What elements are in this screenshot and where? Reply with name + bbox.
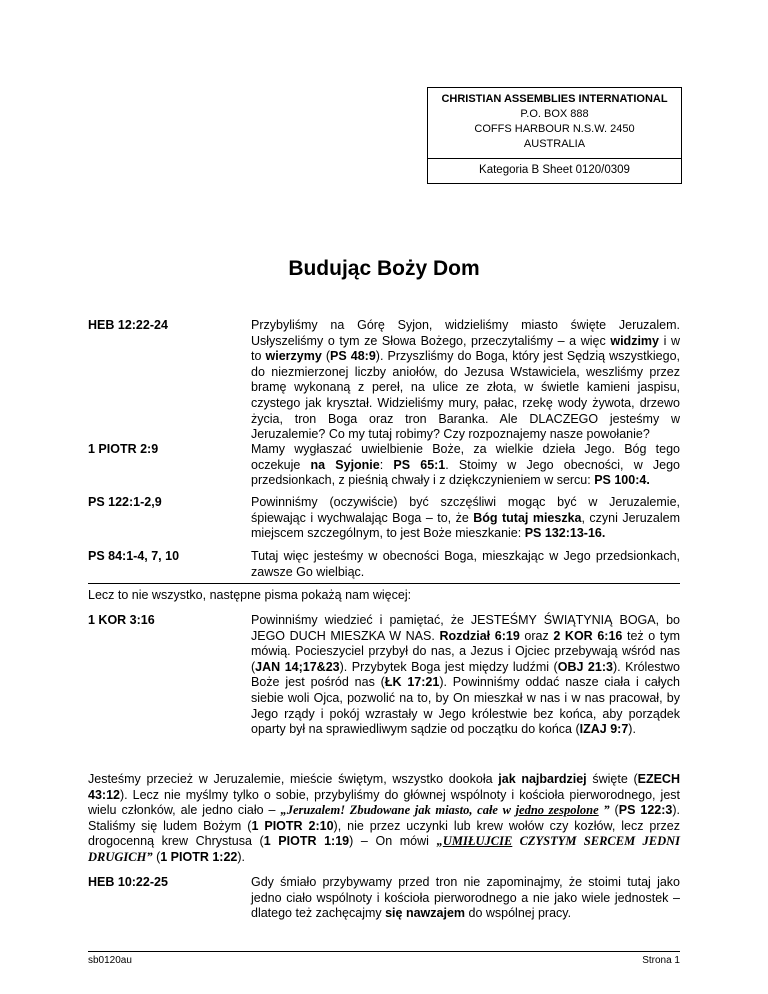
scripture-ref: PS 122:1-2,9 bbox=[88, 495, 162, 509]
paragraph-1-piotr: Mamy wygłaszać uwielbienie Boże, za wielkie dzieła Jego. Bóg tego oczekuje na Syjonie: PS 65:1. Stoimy w Jego obecności, w Jego przedsionkach, z pieśnią chwały i z dziękczynieniem w sercu: PS 100:4. bbox=[251, 442, 680, 488]
scripture-ref: 1 KOR 3:16 bbox=[88, 613, 155, 627]
po-box: P.O. BOX 888 bbox=[520, 108, 589, 120]
footer-code: sb0120au bbox=[88, 955, 132, 966]
city: COFFS HARBOUR N.S.W. 2450 bbox=[474, 123, 635, 135]
country: AUSTRALIA bbox=[523, 138, 586, 150]
paragraph-1-kor: Powinniśmy wiedzieć i pamiętać, że JESTEŚMY ŚWIĄTYNIĄ BOGA, bo JEGO DUCH MIESZKA W NAS. Rozdział 6:19 oraz 2 KOR 6:16 też o tym mówią. Pocieszyciel przybył do nas, a Jezus i Ojciec przebywają wśród nas (JAN 14;17&23). Przybytek Boga jest między ludźmi (OBJ 21:3). Królestwo Boże jest pośród nas (ŁK 17:21). Powinniśmy oddać nasze ciała i całych siebie woli Ojca, pozwolić na to, by On mieszkał w nas i w nas pracował, by Jego rządy i pokój wzrastały w Jego królestwie bez końca, aby porządek oparty był na sprawiedliwym sądzie od początku do końca (IZAJ 9:7). bbox=[251, 613, 681, 737]
page-number: Strona 1 bbox=[642, 955, 680, 966]
paragraph-heb-12: Przybyliśmy na Górę Syjon, widzieliśmy miasto święte Jeruzalem. Usłyszeliśmy o tym ze Słowa Bożego, przeczytaliśmy – a więc widzimy i w to wierzymy (PS 48:9). Przyszliśmy do Boga, który jest Sędzią wszystkiego, do niezmierzonej liczby aniołów, do Jezusa Wstawiciela, weszliśmy przez bramę wykonaną z pereł, na ulice ze złota, w świetle kamieni jaspisu, czystego jak kryształ. Widzieliśmy mury, pałac, rzekę wody żywota, drzewo życia, tron Boga oraz tron Baranka. Ale DLACZEGO jesteśmy w Jeruzalemie? Co my tutaj robimy? Czy rozpoznajemy nasze powołanie? bbox=[251, 318, 681, 442]
paragraph-heb-10: Gdy śmiało przybywamy przed tron nie zapominajmy, że stoimi tutaj jako jedno ciało wspólnoty i kościoła pierworodnego a nie jako wiele jednostek – dlatego też zachęcajmy się nawzajem do wspólnej pracy. bbox=[251, 875, 680, 921]
divider bbox=[88, 583, 680, 584]
org-name: CHRISTIAN ASSEMBLIES INTERNATIONAL bbox=[441, 93, 668, 105]
page-title: Budując Boży Dom bbox=[288, 257, 480, 280]
category-sheet: Kategoria B Sheet 0120/0309 bbox=[428, 158, 681, 183]
scripture-ref: PS 84:1-4, 7, 10 bbox=[88, 549, 180, 563]
header-box bbox=[427, 87, 682, 184]
intro-line: Lecz to nie wszystko, następne pisma pokażą nam więcej: bbox=[88, 588, 412, 602]
paragraph-ps-122: Powinniśmy (oczywiście) być szczęśliwi mogąc być w Jeruzalemie, śpiewając i wychwalając Boga – to, że Bóg tutaj mieszka, czyni Jeruzalem miejscem szczególnym, to jest Boże mieszkanie: PS 132:13-16. bbox=[251, 495, 680, 541]
footer-divider bbox=[88, 951, 680, 952]
scripture-ref: HEB 12:22-24 bbox=[88, 318, 168, 332]
paragraph-jerusalem: Jesteśmy przecież w Jeruzalemie, mieście świętym, wszystko dookoła jak najbardziej święte (EZECH 43:12). Lecz nie myślmy tylko o sobie, przybyliśmy do głównej wspólnoty i kościoła pierworodnego, jest wielu członków, ale jedno ciało – „Jeruzalem! Zbudowane jak miasto, całe w jedno zespolone ” (PS 122:3). Staliśmy się ludem Bożym (1 PIOTR 2:10), nie przez uczynki lub krew wołów czy kozłów, lecz przez drogocenną krew Chrystusa (1 PIOTR 1:19) – On mówi „UMIŁUJCIE CZYSTYM SERCEM JEDNI DRUGICH” (1 PIOTR 1:22). bbox=[88, 772, 680, 864]
scripture-ref: 1 PIOTR 2:9 bbox=[88, 442, 159, 456]
paragraph-ps-84: Tutaj więc jesteśmy w obecności Boga, mieszkając w Jego przedsionkach, zawsze Go wielbiąc. bbox=[251, 549, 680, 579]
scripture-ref: HEB 10:22-25 bbox=[88, 875, 168, 889]
